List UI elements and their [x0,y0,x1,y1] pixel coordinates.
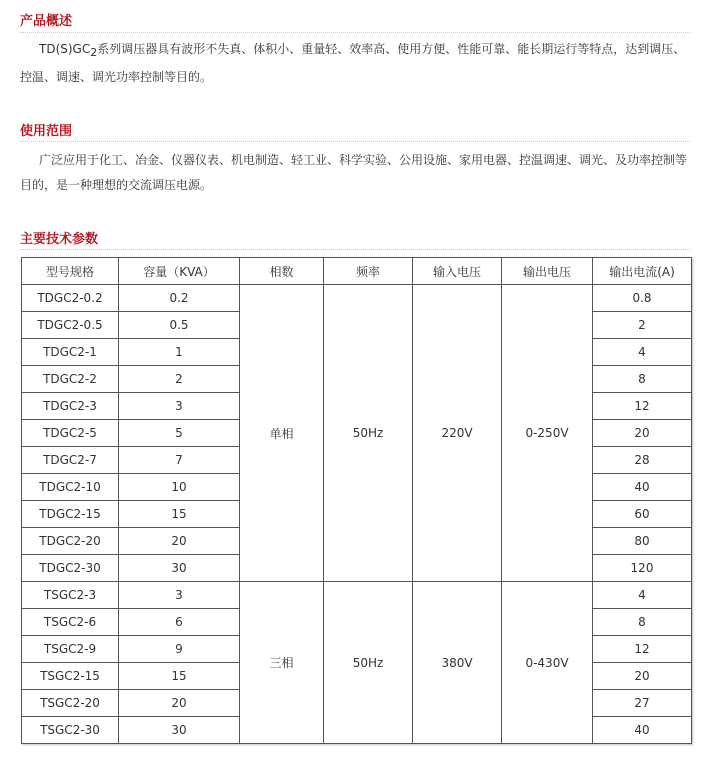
cell-capacity: 30 [119,555,240,582]
cell-model: TDGC2-15 [22,501,119,528]
cell-output-voltage: 0-430V [502,582,593,744]
cell-output-current: 20 [593,663,692,690]
cell-output-current: 120 [593,555,692,582]
cell-input-voltage: 380V [413,582,502,744]
cell-output-voltage: 0-250V [502,285,593,582]
cell-capacity: 5 [119,420,240,447]
cell-capacity: 30 [119,717,240,744]
overview-text [20,37,695,90]
cell-model: TDGC2-7 [22,447,119,474]
spec-table-body [22,285,692,744]
cell-output-current: 27 [593,690,692,717]
usage-title: 使用范围 [20,124,73,139]
spec-table [21,257,692,744]
cell-capacity: 0.5 [119,312,240,339]
cell-capacity: 20 [119,528,240,555]
cell-model: TSGC2-9 [22,636,119,663]
cell-capacity: 15 [119,663,240,690]
cell-output-current: 12 [593,393,692,420]
cell-output-current: 20 [593,420,692,447]
cell-output-current: 12 [593,636,692,663]
cell-output-current: 40 [593,474,692,501]
cell-phase: 三相 [240,582,324,744]
cell-frequency: 50Hz [324,582,413,744]
cell-output-current: 8 [593,609,692,636]
col-header-capacity: 容量（KVA） [119,258,240,285]
col-header-model: 型号规格 [22,258,119,285]
cell-input-voltage: 220V [413,285,502,582]
cell-output-current: 60 [593,501,692,528]
cell-model: TDGC2-20 [22,528,119,555]
cell-capacity: 6 [119,609,240,636]
cell-capacity: 20 [119,690,240,717]
overview-text-rest: 系列调压器具有波形不失真、体积小、重量轻、效率高、使用方便、性能可靠、能长期运行等特点，达到调压、控温、调速、调光功率控制等目的。 [20,42,686,84]
table-row [22,582,692,609]
cell-model: TDGC2-10 [22,474,119,501]
cell-output-current: 2 [593,312,692,339]
cell-output-current: 28 [593,447,692,474]
cell-model: TSGC2-6 [22,609,119,636]
cell-capacity: 3 [119,393,240,420]
col-header-frequency: 频率 [324,258,413,285]
cell-capacity: 10 [119,474,240,501]
overview-text-sub: 2 [90,46,98,59]
col-header-input-voltage: 输入电压 [413,258,502,285]
cell-capacity: 9 [119,636,240,663]
cell-frequency: 50Hz [324,285,413,582]
specs-divider [20,249,690,250]
cell-model: TDGC2-2 [22,366,119,393]
cell-output-current: 0.8 [593,285,692,312]
usage-text: 广泛应用于化工、冶金、仪器仪表、机电制造、轻工业、科学实验、公用设施、家用电器、控温调速、调光、及功率控制等目的，是一种理想的交流调压电源。 [20,153,688,192]
col-header-output-voltage: 输出电压 [502,258,593,285]
cell-capacity: 7 [119,447,240,474]
cell-output-current: 80 [593,528,692,555]
cell-output-current: 4 [593,582,692,609]
cell-model: TSGC2-3 [22,582,119,609]
cell-model: TSGC2-15 [22,663,119,690]
cell-capacity: 15 [119,501,240,528]
cell-capacity: 3 [119,582,240,609]
spec-table-header-row [22,258,692,285]
cell-model: TDGC2-5 [22,420,119,447]
overview-title: 产品概述 [20,14,73,29]
cell-model: TDGC2-30 [22,555,119,582]
cell-model: TDGC2-1 [22,339,119,366]
overview-text-prefix: TD(S)GC [39,42,91,56]
col-header-phase: 相数 [240,258,324,285]
overview-divider [20,32,690,33]
cell-capacity: 1 [119,339,240,366]
cell-output-current: 8 [593,366,692,393]
cell-model: TSGC2-30 [22,717,119,744]
cell-output-current: 40 [593,717,692,744]
usage-divider [20,141,690,142]
cell-phase: 单相 [240,285,324,582]
cell-capacity: 0.2 [119,285,240,312]
cell-model: TDGC2-3 [22,393,119,420]
cell-model: TSGC2-20 [22,690,119,717]
cell-model: TDGC2-0.5 [22,312,119,339]
col-header-output-current: 输出电流(A) [593,258,692,285]
cell-model: TDGC2-0.2 [22,285,119,312]
cell-output-current: 4 [593,339,692,366]
specs-title: 主要技术参数 [20,232,99,247]
table-row [22,285,692,312]
cell-capacity: 2 [119,366,240,393]
